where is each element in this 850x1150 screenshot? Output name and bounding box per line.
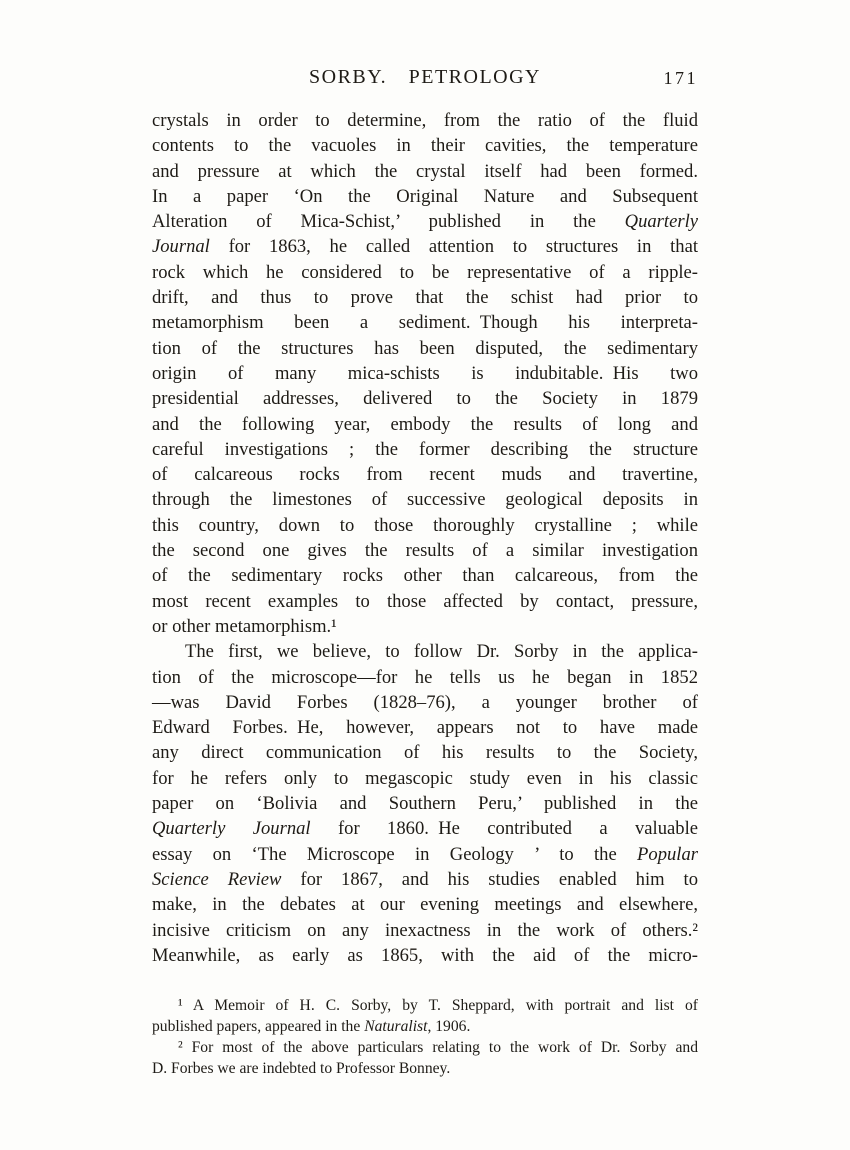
text-column (152, 66, 698, 1079)
text-line (152, 715, 698, 740)
footnotes (152, 995, 698, 1079)
page-number: 171 (663, 68, 698, 88)
text-segment: of the sedimentary rocks other than calcareous, from the (152, 565, 698, 587)
text-line (152, 133, 698, 158)
text-line (152, 665, 698, 690)
italic-text-segment: Science Review (152, 868, 282, 890)
text-segment: rock which he considered to be representative of a ripple- (152, 261, 698, 283)
text-line (152, 995, 698, 1016)
text-segment: drift, and thus to prove that the schist had prior to (152, 287, 698, 309)
text-segment: origin of many mica-schists is indubitable. His two (152, 362, 698, 384)
text-segment: metamorphism been a sediment. Though his interpreta- (152, 312, 698, 334)
text-segment: paper on ‘Bolivia and Southern Peru,’ published in the (152, 793, 698, 815)
text-segment: tion of the microscope—for he tells us he began in 1852 (152, 666, 698, 688)
text-line (152, 943, 698, 968)
text-line (152, 234, 698, 259)
running-head-title: SORBY. PETROLOGY (309, 66, 541, 88)
text-segment: careful investigations ; the former describing the structure (152, 438, 698, 460)
text-segment: of calcareous rocks from recent muds and travertine, (152, 464, 698, 486)
text-segment: and the following year, embody the results of long and (152, 413, 698, 435)
italic-text-segment: Naturalist (364, 1018, 428, 1036)
text-line (152, 918, 698, 943)
paragraph (152, 639, 698, 968)
text-segment: published papers, appeared in the (152, 1018, 365, 1036)
text-segment: contents to the vacuoles in their cavities, the temperature (152, 135, 698, 157)
text-segment: for 1867, and his studies enabled him to (281, 868, 698, 890)
text-line (152, 184, 698, 209)
text-segment: the second one gives the results of a similar investigation (152, 540, 698, 562)
text-line (152, 816, 698, 841)
text-segment: essay on ‘The Microscope in Geology ’ to the (152, 843, 638, 865)
text-line (152, 1037, 698, 1058)
italic-text-segment: Quarterly Journal (152, 818, 311, 840)
text-line (152, 159, 698, 184)
text-segment: presidential addresses, delivered to the Society in 1879 (152, 388, 698, 410)
text-segment: and pressure at which the crystal itself had been formed. (152, 160, 698, 182)
text-segment: ¹ A Memoir of H. C. Sorby, by T. Sheppard, with portrait and list of (178, 997, 698, 1015)
italic-text-segment: Journal (152, 236, 210, 258)
footnote (152, 1037, 698, 1079)
italic-text-segment: Popular (637, 843, 698, 865)
text-segment: —was David Forbes (1828–76), a younger brother of (152, 691, 698, 713)
text-segment: any direct communication of his results to the Society, (152, 742, 698, 764)
text-line (152, 867, 698, 892)
text-segment: for 1860. He contributed a valuable (310, 818, 698, 840)
text-segment: The first, we believe, to follow Dr. Sorby in the applica- (185, 641, 698, 663)
text-line (152, 487, 698, 512)
text-segment: Alteration of Mica-Schist,’ published in the (152, 211, 625, 233)
text-line (152, 589, 698, 614)
text-segment: In a paper ‘On the Original Nature and Subsequent (152, 185, 698, 207)
text-line (152, 437, 698, 462)
text-line (152, 285, 698, 310)
text-line (152, 386, 698, 411)
text-line (152, 310, 698, 335)
text-segment: or other metamorphism.¹ (152, 615, 337, 637)
text-line (152, 842, 698, 867)
text-line (152, 791, 698, 816)
text-segment: through the limestones of successive geological deposits in (152, 489, 698, 511)
italic-text-segment: Quarterly (624, 211, 698, 233)
text-segment: Meanwhile, as early as 1865, with the aid of the micro- (152, 944, 698, 966)
text-segment: crystals in order to determine, from the ratio of the fluid (152, 110, 698, 131)
text-line (152, 690, 698, 715)
text-line (152, 260, 698, 285)
text-segment: this country, down to those thoroughly crystalline ; while (152, 514, 698, 536)
text-segment: make, in the debates at our evening meetings and elsewhere, (152, 894, 698, 916)
text-segment: Edward Forbes. He, however, appears not to have made (152, 717, 698, 739)
text-line (152, 740, 698, 765)
text-line (152, 361, 698, 386)
text-line (152, 766, 698, 791)
text-line (152, 892, 698, 917)
text-line (152, 563, 698, 588)
text-line (152, 538, 698, 563)
text-line (152, 412, 698, 437)
text-line (152, 1016, 698, 1037)
text-line (152, 209, 698, 234)
text-line (152, 108, 698, 133)
text-segment: ² For most of the above particulars relating to the work of Dr. Sorby and (178, 1039, 698, 1057)
footnote (152, 995, 698, 1037)
text-segment: , 1906. (427, 1018, 471, 1036)
paragraph (152, 108, 698, 639)
text-segment: incisive criticism on any inexactness in the work of others.² (152, 919, 698, 941)
text-line (152, 639, 698, 664)
text-segment: for 1863, he called attention to structures in that (209, 236, 698, 258)
text-line (152, 1058, 698, 1079)
text-line (152, 513, 698, 538)
text-segment: for he refers only to megascopic study even in his classic (152, 767, 698, 789)
text-segment: D. Forbes we are indebted to Professor Bonney. (152, 1060, 451, 1078)
body-text (152, 108, 698, 968)
text-segment: most recent examples to those affected by contact, pressure, (152, 590, 698, 612)
text-line (152, 462, 698, 487)
running-head (152, 66, 698, 92)
text-segment: tion of the structures has been disputed, the sedimentary (152, 337, 698, 359)
text-line (152, 614, 698, 639)
text-line (152, 336, 698, 361)
